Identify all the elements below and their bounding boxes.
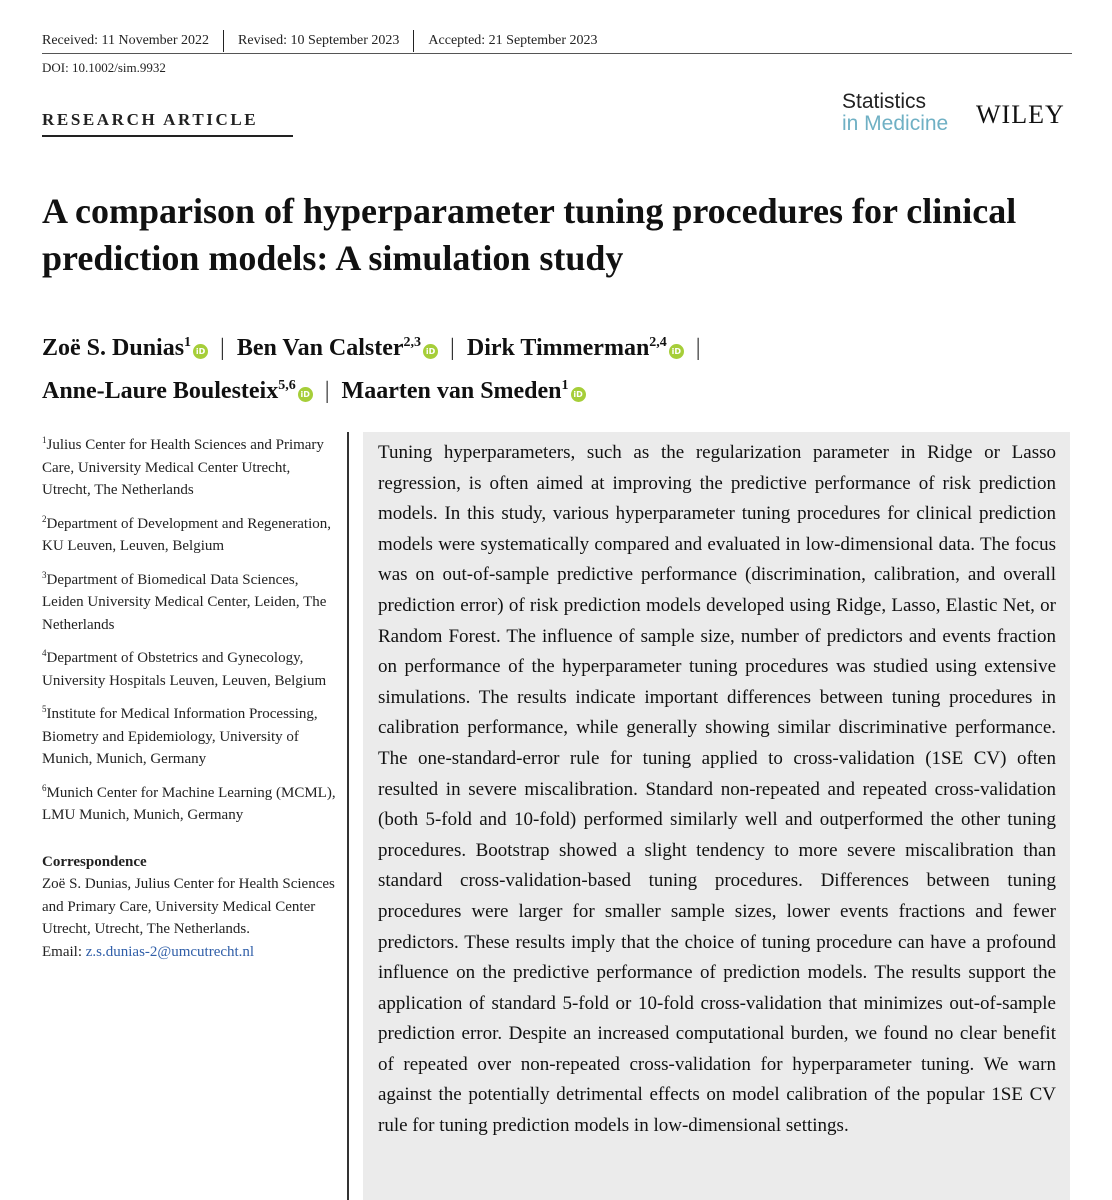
email-label: Email:: [42, 943, 82, 960]
correspondence: [42, 851, 342, 964]
column-divider: [347, 432, 349, 1200]
article-type-underline: [42, 135, 293, 137]
author[interactable]: Anne-Laure Boulesteix$^{5,6}$iD: [42, 378, 313, 404]
correspondence-text: Zoë S. Dunias, Julius Center for Health Sciences and Primary Care, University Medical Center Utrecht, Utrecht, The Netherlands.: [42, 876, 335, 937]
author[interactable]: Dirk Timmerman$^{2,4}$iD: [467, 335, 684, 361]
article-type: RESEARCH ARTICLE: [42, 110, 259, 129]
orcid-icon[interactable]: iD: [423, 344, 438, 359]
affiliation: $^3$Department of Biomedical Data Sciences, Leiden University Medical Center, Leiden, The Netherlands: [42, 569, 327, 633]
article-title: A comparison of hyperparameter tuning procedures for clinical prediction models: A simulation study: [42, 191, 1017, 278]
divider: [413, 30, 414, 52]
divider: [223, 30, 224, 52]
correspondence-label: Correspondence: [42, 853, 147, 870]
doi[interactable]: DOI: 10.1002/sim.9932: [42, 60, 166, 75]
affiliation: $^6$Munich Center for Machine Learning (MCML), LMU Munich, Munich, Germany: [42, 782, 336, 823]
affiliation: $^1$Julius Center for Health Sciences and Primary Care, University Medical Center Utrecht, Utrecht, The Netherlands: [42, 435, 324, 498]
affiliation: $^2$Department of Development and Regeneration, KU Leuven, Leuven, Belgium: [42, 513, 331, 554]
header-rule: [42, 53, 1072, 54]
journal-logo: [842, 91, 948, 135]
orcid-icon[interactable]: iD: [193, 344, 208, 359]
orcid-icon[interactable]: iD: [669, 344, 684, 359]
accepted-date: Accepted: 21 September 2023: [428, 33, 598, 48]
publisher-logo: WILEY: [976, 100, 1065, 129]
orcid-icon[interactable]: iD: [571, 387, 586, 402]
journal-name-line2: in Medicine: [842, 112, 949, 135]
author[interactable]: Maarten van Smeden$^1$iD: [342, 378, 586, 404]
author[interactable]: Ben Van Calster$^{2,3}$iD: [237, 335, 438, 361]
orcid-icon[interactable]: iD: [298, 387, 313, 402]
journal-name-line1: Statistics: [842, 90, 927, 113]
revised-date: Revised: 10 September 2023: [238, 33, 400, 48]
history-dates: [42, 30, 612, 52]
correspondence-email-line: [42, 941, 342, 964]
affiliations: [42, 429, 342, 963]
author-list: Zoë S. Dunias$^1$iD | Ben Van Calster$^{2,3}$iD | Dirk Timmerman$^{2,4}$iD | Anne-Laure Boulesteix$^{5,6}$iD | Maarten van Smeden$^1$iD: [42, 335, 701, 404]
author[interactable]: Zoë S. Dunias$^1$iD: [42, 335, 208, 361]
received-date: Received: 11 November 2022: [42, 33, 210, 48]
abstract: Tuning hyperparameters, such as the regularization parameter in Ridge or Lasso regression, is often aimed at improving the predictive performance of risk prediction models. In this study, various hyperparameter tuning procedures for clinical prediction models were systematically compared and evaluated in low-dimensional data. The focus was on out-of-sample predictive performance (discrimination, calibration, and overall prediction error) of risk prediction models developed using Ridge, Lasso, Elastic Net, or Random Forest. The influence of sample size, number of predictors and events fraction on performance of the hyperparameter tuning procedures was studied using extensive simulations. The results indicate important differences between tuning procedures in calibration performance, while generally showing similar discriminative performance. The one-standard-error rule for tuning applied to cross-validation (1SE CV) often resulted in severe miscalibration. Standard non-repeated and repeated cross-validation (both 5-fold and 10-fold) performed similarly well and outperformed the other tuning procedures. Bootstrap showed a slight tendency to more severe miscalibration than standard cross-validation-based tuning procedures. Differences between tuning procedures were larger for smaller sample sizes, lower events fractions and fewer predictors. These results imply that the choice of tuning procedure can have a profound influence on the predictive performance of prediction models. The results support the application of standard 5-fold or 10-fold cross-validation that minimizes out-of-sample prediction error. Despite an increased computational burden, we found no clear benefit of repeated over non-repeated cross-validation for hyperparameter tuning. We warn against the potentially detrimental effects on model calibration of the popular 1SE CV rule for tuning prediction models in low-dimensional settings.: [363, 432, 1070, 1200]
affiliation: $^5$Institute for Medical Information Processing, Biometry and Epidemiology, University of Munich, Munich, Germany: [42, 704, 318, 767]
affiliation: $^4$Department of Obstetrics and Gynecology, University Hospitals Leuven, Leuven, Belgium: [42, 648, 327, 689]
email-link[interactable]: z.s.dunias-2@umcutrecht.nl: [85, 943, 255, 960]
